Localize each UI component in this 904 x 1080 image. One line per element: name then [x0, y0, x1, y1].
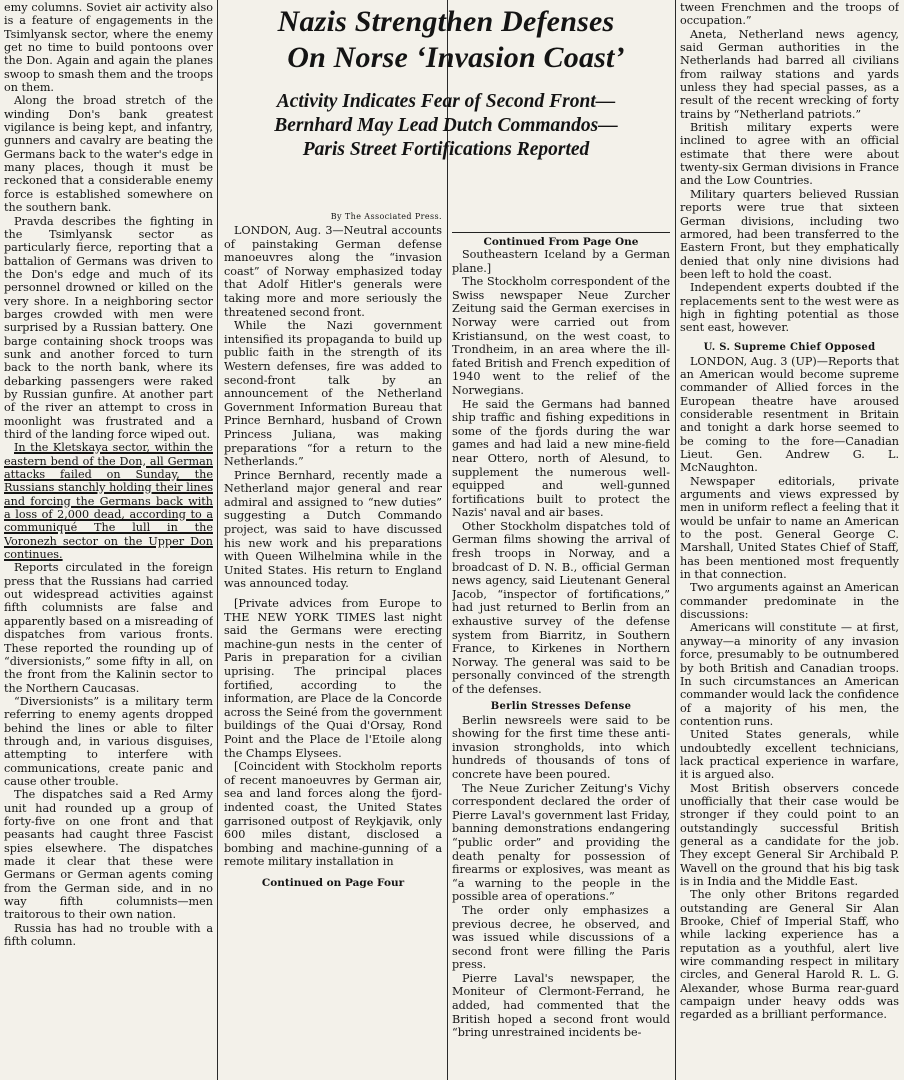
- paragraph: The dispatches said a Red Army unit had rounded up a group of forty-five on one front and that peasants had caught three Fascist spies elsewhere. The dispatches made it clear that these were Germans or German agents coming from the German side, and in no way fifth columnists—men traitorous to their own nation.: [4, 788, 213, 922]
- paragraph: The only other Britons regarded outstanding are General Sir Alan Brooke, Chief of Imperial Staff, who while lacking experience has a reputation as a youthful, alert live wire commanding respect in military circles, and General Harold R. L. G. Alexander, whose Burma rear-guard campaign under heavy odds was regarded as a brilliant performance.: [680, 888, 899, 1022]
- paragraph: British military experts were inclined to agree with an official estimate that there were about twenty-six German divisions in France and the Low Countries.: [680, 121, 899, 188]
- paragraph: Along the broad stretch of the winding Don's bank greatest vigilance is being kept, and infantry, gunners and cavalry are beating the Germans back to the water's edge in many places, though it must be reckoned that a considerable enemy force is established somewhere on the southern bank.: [4, 94, 213, 215]
- headline-line-2: On Norse ‘Invasion Coast’: [287, 41, 625, 74]
- paragraph: tween Frenchmen and the troops of occupation.”: [680, 1, 899, 28]
- continued-on-label: Continued on Page Four: [261, 876, 405, 889]
- subheadline-line-3: Paris Street Fortifications Reported: [302, 139, 590, 160]
- paragraph: Berlin newsreels were said to be showing for the first time these anti-invasion strongholds, into which hundreds of thousands of tons of concrete have been poured.: [452, 713, 670, 781]
- paragraph: Aneta, Netherland news agency, said German authorities in the Netherlands had barred all civilians from railway stations and yards unless they had special passes, as a result of the recent wrecking of forty trains by “Netherland patriots.”: [680, 27, 899, 121]
- left-column: [4, 0, 213, 1080]
- column-rule-1: [217, 0, 218, 1080]
- paragraph: [Coincident with Stockholm reports of recent manoeuvres by German air, sea and land forces along the fjord-indented coast, the United States garrisoned outpost of Reykjavik, only 600 miles distant, disclosed a bombing and machine-gunning of a remote military installation in: [224, 760, 442, 869]
- paragraph: Other Stockholm dispatches told of German films showing the arrival of fresh troops in Norway, and a broadcast of D. N. B., official German news agency, said Lieutenant General Jacob, “inspector of fortifications,” had just returned to Berlin from an exhaustive survey of the defense system from Biarritz, in Southern France, to Kirkenes in Northern Norway. The general was said to be personally convinced of the strength of the defenses.: [452, 519, 670, 696]
- center-column: [224, 212, 442, 1080]
- headline-line-1: Nazis Strengthen Defenses: [277, 5, 615, 38]
- paragraph: Prince Bernhard, recently made a Netherland major general and rear admiral and assigned to “new duties” suggesting a Dutch Commando project, was said to have discussed his new work and his preparations with Queen Wilhelmina while in the United States. His return to England was announced today.: [224, 468, 442, 591]
- column-rule-3: [675, 0, 676, 1080]
- paragraph: While the Nazi government intensified its propaganda to build up public faith in the strength of its Western defenses, fire was added to second-front talk by an announcement of the Netherland Government Information Bureau that Prince Bernhard, husband of Crown Princess Juliana, was making preparations “for a return to the Netherlands.”: [224, 319, 442, 469]
- paragraph: Independent experts doubted if the replacements sent to the west were as high in fighting potential as those sent east, however.: [680, 281, 899, 335]
- inner-column: [452, 232, 670, 1080]
- paragraph: Newspaper editorials, private arguments and views expressed by men in uniform reflect a feeling that it would be unfair to name an American to the post. General George C. Marshall, United States Chief of Staff, has been mentioned most frequently in that connection.: [680, 474, 899, 582]
- paragraph: [Private advices from Europe to THE NEW YORK TIMES last night said the Germans were erecting machine-gun nests in the center of Paris in preparation for a civilian uprising. The principal places fortified, according to the information, are Place de la Concorde across the Seiné from the government buildings of the Quai d'Orsay, Rond Point and the Place de l'Etoile along the Champs Elysees.: [224, 597, 442, 760]
- paragraph: He said the Germans had banned ship traffic and fishing expeditions in some of the fjords during the war games and had laid a new mine-field near Ottero, north of Alesund, to supplement the numerous well-equipped and well-gunned fortifications built to protect the Nazis' naval and air bases.: [452, 397, 670, 520]
- paragraph: Pravda describes the fighting in the Tsimlyansk sector as particularly fierce, reporting that a battalion of Germans was driven to the Don's edge and much of its personnel drowned or killed on the very shore. In a neighboring sector barges crowded with men were surprised by a Russian battery. One barge containing shock troops was sunk and another forced to turn back to the north bank, where its debarking passengers were raked by Russian gunfire. At another part of the river an attempt to cross in moonlight was frustrated and a third of the landing force wiped out.: [4, 214, 213, 441]
- paragraph: In the Kletskaya sector, within the eastern bend of the Don, all German attacks failed on Sunday, the Russians stanchly holding their lines and forcing the Germans back with a loss of 2,000 dead, according to a communiqué The lull in the Voronezh sector on the Upper Don continues.: [4, 441, 213, 562]
- paragraph: The Neue Zuricher Zeitung's Vichy correspondent declared the order of Pierre Laval's government last Friday, banning demonstrations endangering “public order” and providing the death penalty for possession of firearms or explosives, was meant as “a warning to the people in the possible area of operations.”: [452, 781, 670, 904]
- subheadline-line-2: Bernhard May Lead Dutch Commandos—: [274, 115, 618, 136]
- paragraph: Military quarters believed Russian reports were true that sixteen German divisions, including two armored, had been transferred to the Eastern Front, but they emphatically denied that only nine divisions had been left to hold the coast.: [680, 187, 899, 281]
- byline: By The Associated Press.: [330, 212, 442, 221]
- paragraph: “Diversionists” is a military term referring to enemy agents dropped behind the lines or able to filter through and, in various disguises, attempting to interfere with communications, create panic and cause other trouble.: [4, 694, 213, 788]
- paragraph: LONDON, Aug. 3—Neutral accounts of painstaking German defense manoeuvres along the “invasion coast” of Norway emphasized today that Adolf Hitler's generals were taking more and more seriously the threatened second front.: [224, 224, 442, 319]
- section-subhead: U. S. Supreme Chief Opposed: [703, 341, 876, 353]
- paragraph: Most British observers concede unofficially that their case would be stronger if they could point to an outstandingly successful British general as a candidate for the job. They except General Sir Archibald P. Wavell on the ground that his big task is in India and the Middle East.: [680, 781, 899, 888]
- subheadline-line-1: Activity Indicates Fear of Second Front—: [276, 91, 616, 112]
- headline-block: [220, 4, 672, 162]
- paragraph: The order only emphasizes a previous decree, he observed, and was issued while discussions of a second front were filling the Paris press.: [452, 903, 670, 972]
- paragraph: Southeastern Iceland by a German plane.]: [452, 248, 670, 275]
- paragraph: The Stockholm correspondent of the Swiss newspaper Neue Zurcher Zeitung said the German exercises in Norway were carried out from Kristiansund, on the west coast, to Trondheim, in an area where the ill-fated British and French expedition of 1940 went to the relief of the Norwegians.: [452, 275, 670, 397]
- paragraph: United States generals, while undoubtedly excellent technicians, lack practical experience in warfare, it is argued also.: [680, 728, 899, 782]
- right-column: [680, 0, 899, 1080]
- paragraph: Reports circulated in the foreign press that the Russians had carried out widespread activities against fifth columnists are false and apparently based on a misreading of dispatches from various fronts. These reported the rounding up of “diversionists,” some fifty in all, on the front from the Kalinin sector to the Northern Caucasas.: [4, 561, 213, 695]
- paragraph: LONDON, Aug. 3 (UP)—Reports that an American would become supreme commander of Allied forces in the European theatre have aroused considerable resentment in Britain and tonight a dark horse seemed to be coming to the fore—Canadian Lieut. Gen. Andrew G. L. McNaughton.: [680, 354, 899, 475]
- paragraph: Two arguments against an American commander predominate in the discussions:: [680, 581, 899, 622]
- column-rule-2: [447, 0, 448, 1080]
- paragraph: emy columns. Soviet air activity also is a feature of engagements in the Tsimlyansk sector, where the enemy get no time to build pontoons over the Don. Again and again the planes swoop to smash them and the troops on them.: [4, 1, 213, 95]
- paragraph: Russia has had no trouble with a fifth column.: [4, 921, 213, 949]
- paragraph: Americans will constitute — at first, anyway—a minority of any invasion force, presumably to be outnumbered by both British and Canadian troops. In such circumstances an American commander would lack the confidence of a majority of his men, the contention runs.: [680, 621, 899, 728]
- paragraph: Pierre Laval's newspaper, the Moniteur of Clermont-Ferrand, he added, had commented that the British hoped a second front would “bring unrestrained incidents be-: [452, 971, 670, 1040]
- section-subhead: Berlin Stresses Defense: [490, 700, 632, 712]
- continued-from-label: Continued From Page One: [483, 236, 639, 248]
